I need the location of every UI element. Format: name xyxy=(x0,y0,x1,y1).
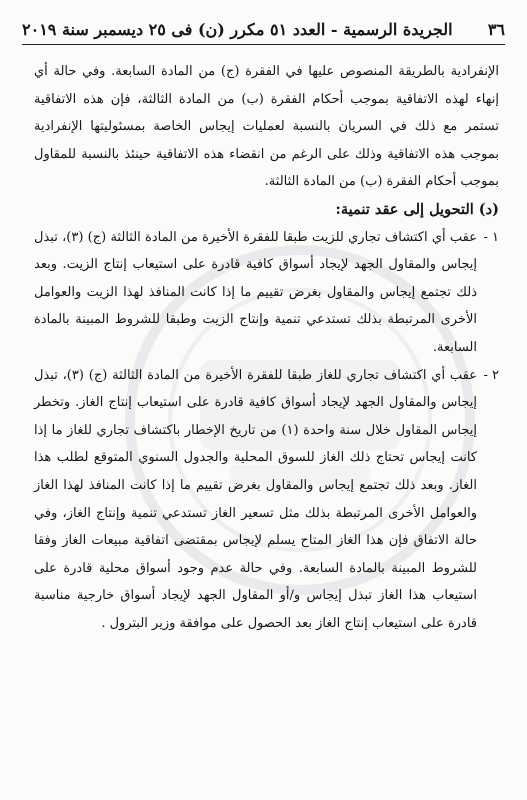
page-header xyxy=(22,14,505,44)
list-item xyxy=(34,362,499,638)
item-number: ١ - xyxy=(483,229,499,245)
gazette-title: الجريدة الرسمية - العدد ٥١ مكرر (ن) فى ٢٥ ديسمبر سنة ٢٠١٩ xyxy=(22,19,453,39)
document-body xyxy=(34,58,499,637)
section-heading: (د) التحويل إلى عقد تنمية: xyxy=(335,200,499,218)
list-item xyxy=(34,224,499,362)
item-text: عقب أي اكتشاف تجاري للغاز طبقا للفقرة الأخيرة من المادة الثالثة (ج) (٣)، تبذل إيجاس والمقاول الجهد لإيجاد أسواق كافية قادرة على استيعاب إنتاج الغاز. وتخطر إيجاس المقاول خلال سنة واحدة (١) من تاريخ الإخطار باكتشاف تجاري للغاز ما إذا كانت إيجاس تحتاج ذلك الغاز للسوق المحلية والجدول السنوي المتوقع لطلب هذا الغاز. وبعد ذلك تجتمع إيجاس والمقاول بغرض تقييم ما إذا كانت المنافذ لهذا الغاز والعوامل الأخرى المرتبطة بذلك مثل تسعير الغاز تستدعي تنمية وإنتاج الغاز، وفي حالة الاتفاق فإن هذا الغاز المتاح يسلم لإيجاس بمقتضى اتفاقية مبيعات الغاز وفقا للشروط المبينة بالمادة السابعة. وفي حالة عدم وجود أسواق محلية قادرة على استيعاب هذا الغاز تبذل إيجاس و/أو المقاول الجهد لإيجاد أسواق خارجية مناسبة قادرة على استيعاب إنتاج الغاز بعد الحصول على موافقة وزير البترول . xyxy=(34,367,477,631)
item-number: ٢ - xyxy=(483,367,499,383)
item-text: عقب أي اكتشاف تجاري للزيت طبقا للفقرة الأخيرة من المادة الثالثة (ج) (٣)، تبذل إيجاس والمقاول الجهد لإيجاد أسواق كافية قادرة على استيعاب إنتاج الزيت. وبعد ذلك تجتمع إيجاس والمقاول بغرض تقييم ما إذا كانت المنافذ لهذا الزيت والعوامل الأخرى المرتبطة بذلك تستدعي تنمية وإنتاج الزيت وطبقا للشروط المبينة بالمادة السابعة. xyxy=(34,229,477,355)
header-divider xyxy=(22,44,505,45)
page-number: ٣٦ xyxy=(487,19,505,39)
intro-paragraph: الإنفرادية بالطريقة المنصوص عليها في الفقرة (ج) من المادة السابعة. وفي حالة أي إنهاء لهذه الاتفاقية بموجب أحكام الفقرة (ب) من المادة الثالثة، فإن هذه الاتفاقية تستمر مع ذلك في السريان بالنسبة لعمليات إيجاس الخاصة بمسئوليتها الإنفرادية بموجب هذه الاتفاقية وذلك على الرغم من انقضاء هذه الاتفاقية حينئذ بالنسبة للمقاول بموجب أحكام الفقرة (ب) من المادة الثالثة. xyxy=(34,64,499,190)
